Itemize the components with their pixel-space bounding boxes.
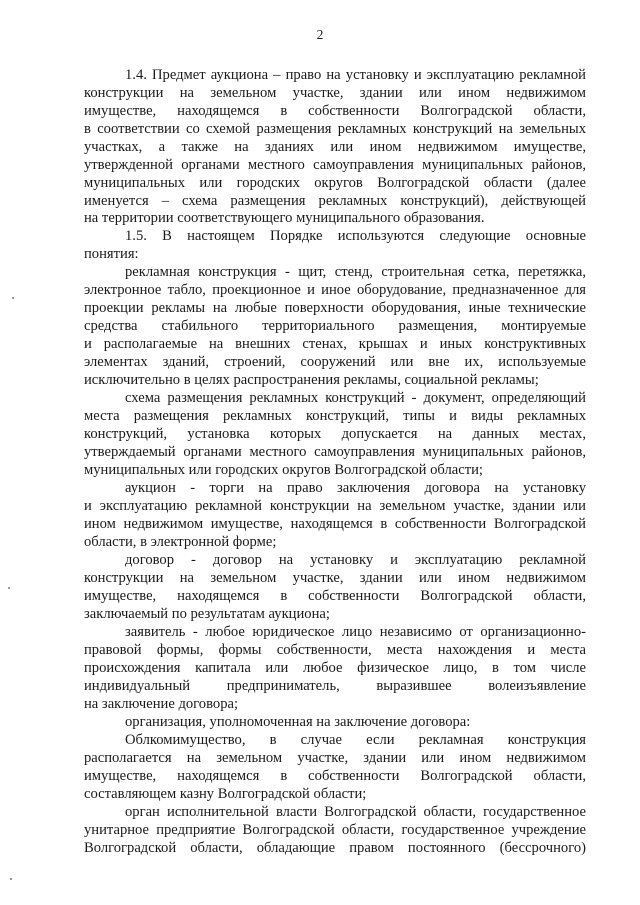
text-line: Облкомимущество, в случае если рекламная конструкция [125, 732, 586, 748]
text-line: участках, а также на зданиях или ином недвижимом имуществе, [84, 139, 586, 155]
text-line: в соответствии со схемой размещения рекламных конструкций на земельных [84, 121, 586, 137]
text-line: именуется – схема размещения рекламных конструкций), действующей [84, 193, 586, 209]
text-line: и располагаемые на внешних стенах, крышах и иных конструктивных [84, 336, 586, 352]
text-line: проекции рекламы на любые поверхности оборудования, иные технические [84, 300, 586, 316]
text-line: понятия: [84, 246, 139, 262]
text-line: организация, уполномоченная на заключение договора: [125, 714, 471, 730]
text-line: утвержденной органами местного самоуправления муниципальных районов, [84, 157, 586, 173]
text-line: договор - договор на установку и эксплуатацию рекламной [125, 552, 586, 568]
text-line: орган исполнительной власти Волгоградской области, государственное [125, 804, 586, 820]
text-line: заключаемый по результатам аукциона; [84, 606, 330, 622]
text-line: средства стабильного территориального размещения, монтируемые [84, 318, 586, 334]
text-line: и эксплуатацию рекламной конструкции на земельном участке, здании или [84, 498, 586, 514]
text-line: на заключение договора; [84, 696, 239, 712]
text-line: индивидуальный предприниматель, выразившее волеизъявление [84, 678, 586, 694]
text-line: составляющем казну Волгоградской области; [84, 786, 367, 802]
text-line: муниципальных или городских округов Волгоградской области; [84, 462, 483, 478]
text-line: ином недвижимом имуществе, находящемся в собственности Волгоградской [84, 516, 586, 532]
text-line: исключительно в целях распространения рекламы, социальной рекламы; [84, 372, 539, 388]
text-line: электронное табло, проекционное и иное оборудование, предназначенное для [84, 282, 586, 298]
scan-speck [12, 297, 14, 299]
text-line: аукцион - торги на право заключения договора на установку [125, 480, 586, 496]
text-line: элементах зданий, строений, сооружений или вне их, используемые [84, 354, 586, 370]
text-line: правовой формы, формы собственности, места нахождения и места [84, 642, 586, 658]
text-line: Волгоградской области, обладающие правом постоянного (бессрочного) [84, 840, 586, 856]
text-line: муниципальных или городских округов Волгоградской области (далее [84, 175, 586, 191]
text-line: заявитель - любое юридическое лицо независимо от организационно- [125, 624, 586, 640]
text-line: рекламная конструкция - щит, стенд, строительная сетка, перетяжка, [125, 264, 586, 280]
text-line: области, в электронной форме; [84, 534, 277, 550]
text-line: 1.4. Предмет аукциона – право на установку и эксплуатацию рекламной [125, 67, 586, 83]
text-line: утверждаемый органами местного самоуправления муниципальных районов, [84, 444, 586, 460]
text-line: 1.5. В настоящем Порядке используются следующие основные [125, 228, 586, 244]
text-line: имуществе, находящемся в собственности Волгоградской области, [84, 103, 586, 119]
scan-speck [8, 587, 10, 589]
scan-speck [10, 878, 12, 880]
page-number: 2 [316, 27, 324, 42]
text-line: конструкций, установка которых допускается на данных местах, [84, 426, 586, 442]
text-line: конструкции на земельном участке, здании или ином недвижимом [84, 570, 586, 586]
text-line: места размещения рекламных конструкций, типы и виды рекламных [84, 408, 586, 424]
text-line: имуществе, находящемся в собственности Волгоградской области, [84, 768, 586, 784]
text-line: происхождения капитала или любое физическое лицо, в том числе [84, 660, 586, 676]
text-line: схема размещения рекламных конструкций - документ, определяющий [125, 390, 586, 406]
text-line: располагается на земельном участке, здании или ином недвижимом [84, 750, 586, 766]
text-line: на территории соответствующего муниципального образования. [84, 210, 485, 226]
text-line: унитарное предприятие Волгоградской области, государственное учреждение [84, 822, 586, 838]
text-line: конструкции на земельном участке, здании или ином недвижимом [84, 85, 586, 101]
text-line: имуществе, находящемся в собственности Волгоградской области, [84, 588, 586, 604]
